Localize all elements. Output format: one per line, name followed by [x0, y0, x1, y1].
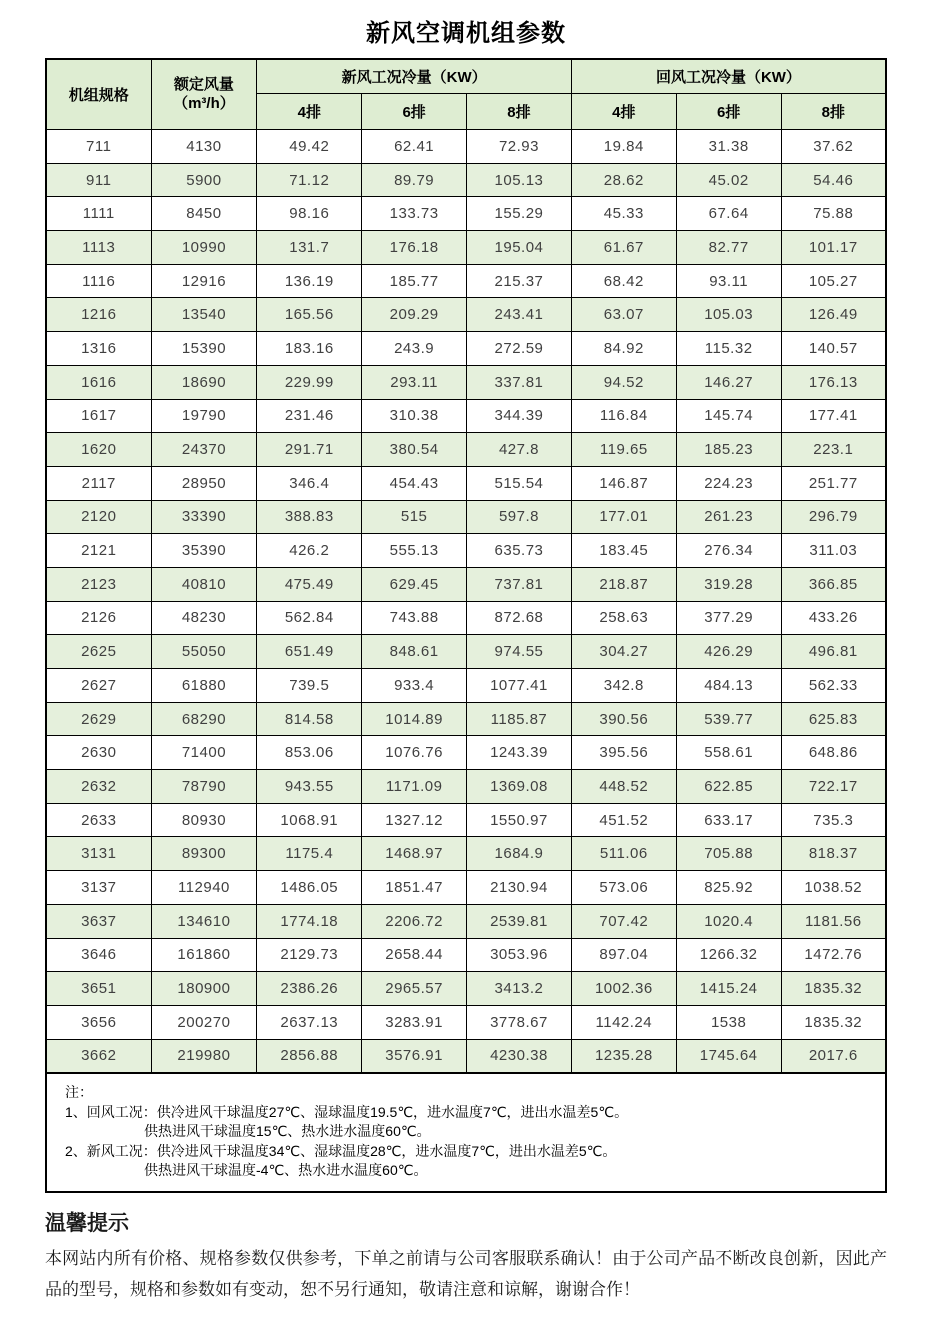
table-row — [46, 433, 886, 467]
table-row — [46, 635, 886, 669]
table-cell: 293.11 — [362, 365, 467, 399]
table-cell: 1774.18 — [257, 904, 362, 938]
table-cell: 219980 — [151, 1039, 257, 1073]
table-cell: 1266.32 — [676, 938, 781, 972]
table-row — [46, 669, 886, 703]
table-row — [46, 1005, 886, 1039]
table-cell: 71.12 — [257, 163, 362, 197]
table-cell: 2206.72 — [362, 904, 467, 938]
table-cell: 35390 — [151, 534, 257, 568]
table-cell: 454.43 — [362, 466, 467, 500]
table-row — [46, 163, 886, 197]
header-fresh-4rows: 4排 — [257, 94, 362, 130]
table-cell: 558.61 — [676, 736, 781, 770]
table-cell: 71400 — [151, 736, 257, 770]
table-cell: 1369.08 — [467, 770, 572, 804]
table-row — [46, 837, 886, 871]
table-cell: 93.11 — [676, 264, 781, 298]
table-cell: 911 — [46, 163, 151, 197]
table-cell: 943.55 — [257, 770, 362, 804]
table-cell: 2627 — [46, 669, 151, 703]
table-cell: 737.81 — [467, 567, 572, 601]
table-cell: 1111 — [46, 197, 151, 231]
table-cell: 1020.4 — [676, 904, 781, 938]
table-cell: 3778.67 — [467, 1005, 572, 1039]
table-cell: 597.8 — [467, 500, 572, 534]
header-return-6rows: 6排 — [676, 94, 781, 130]
table-cell: 2121 — [46, 534, 151, 568]
table-cell: 1113 — [46, 231, 151, 265]
table-cell: 80930 — [151, 803, 257, 837]
table-cell: 3131 — [46, 837, 151, 871]
header-unit-spec: 机组规格 — [46, 59, 151, 130]
table-cell: 2630 — [46, 736, 151, 770]
table-cell: 145.74 — [676, 399, 781, 433]
table-cell: 1216 — [46, 298, 151, 332]
table-cell: 1684.9 — [467, 837, 572, 871]
table-cell: 146.27 — [676, 365, 781, 399]
table-cell: 319.28 — [676, 567, 781, 601]
header-fresh-6rows: 6排 — [362, 94, 467, 130]
table-cell: 484.13 — [676, 669, 781, 703]
table-cell: 1181.56 — [781, 904, 886, 938]
table-cell: 451.52 — [571, 803, 676, 837]
table-row — [46, 264, 886, 298]
table-cell: 933.4 — [362, 669, 467, 703]
table-cell: 3137 — [46, 871, 151, 905]
table-cell: 231.46 — [257, 399, 362, 433]
table-cell: 251.77 — [781, 466, 886, 500]
table-cell: 19.84 — [571, 130, 676, 164]
header-rated-airflow-line2: （m³/h） — [173, 94, 235, 112]
table-cell: 1538 — [676, 1005, 781, 1039]
table-cell: 78790 — [151, 770, 257, 804]
table-cell: 1472.76 — [781, 938, 886, 972]
table-cell: 395.56 — [571, 736, 676, 770]
table-cell: 2539.81 — [467, 904, 572, 938]
table-cell: 388.83 — [257, 500, 362, 534]
table-cell: 1745.64 — [676, 1039, 781, 1073]
table-cell: 98.16 — [257, 197, 362, 231]
table-cell: 2017.6 — [781, 1039, 886, 1073]
table-cell: 185.77 — [362, 264, 467, 298]
table-cell: 496.81 — [781, 635, 886, 669]
table-cell: 1002.36 — [571, 972, 676, 1006]
header-rated-airflow — [151, 59, 257, 130]
table-row — [46, 197, 886, 231]
table-cell: 8450 — [151, 197, 257, 231]
table-cell: 433.26 — [781, 601, 886, 635]
table-cell: 739.5 — [257, 669, 362, 703]
header-return-air-group: 回风工况冷量（KW） — [571, 59, 886, 94]
table-cell: 853.06 — [257, 736, 362, 770]
table-cell: 54.46 — [781, 163, 886, 197]
table-row — [46, 702, 886, 736]
table-cell: 377.29 — [676, 601, 781, 635]
note-line-1-cont: 供热进风干球温度15℃、热水进水温度60℃。 — [144, 1123, 431, 1140]
table-cell: 13540 — [151, 298, 257, 332]
table-row — [46, 904, 886, 938]
table-cell: 515 — [362, 500, 467, 534]
table-cell: 1171.09 — [362, 770, 467, 804]
table-cell: 573.06 — [571, 871, 676, 905]
table-cell: 209.29 — [362, 298, 467, 332]
header-return-8rows: 8排 — [781, 94, 886, 130]
table-cell: 19790 — [151, 399, 257, 433]
table-cell: 2120 — [46, 500, 151, 534]
table-cell: 223.1 — [781, 433, 886, 467]
table-body — [46, 130, 886, 1074]
table-cell: 1235.28 — [571, 1039, 676, 1073]
header-fresh-8rows: 8排 — [467, 94, 572, 130]
table-cell: 814.58 — [257, 702, 362, 736]
table-cell: 105.03 — [676, 298, 781, 332]
table-cell: 224.23 — [676, 466, 781, 500]
table-cell: 625.83 — [781, 702, 886, 736]
table-cell: 258.63 — [571, 601, 676, 635]
table-row — [46, 567, 886, 601]
table-row — [46, 972, 886, 1006]
table-cell: 1851.47 — [362, 871, 467, 905]
table-row — [46, 130, 886, 164]
table-cell: 161860 — [151, 938, 257, 972]
table-cell: 743.88 — [362, 601, 467, 635]
table-cell: 68.42 — [571, 264, 676, 298]
table-cell: 15390 — [151, 332, 257, 366]
table-cell: 2129.73 — [257, 938, 362, 972]
table-cell: 1468.97 — [362, 837, 467, 871]
table-cell: 344.39 — [467, 399, 572, 433]
table-cell: 2123 — [46, 567, 151, 601]
table-cell: 735.3 — [781, 803, 886, 837]
table-cell: 722.17 — [781, 770, 886, 804]
table-cell: 12916 — [151, 264, 257, 298]
table-cell: 177.01 — [571, 500, 676, 534]
table-cell: 185.23 — [676, 433, 781, 467]
table-cell: 218.87 — [571, 567, 676, 601]
table-cell: 1415.24 — [676, 972, 781, 1006]
table-cell: 82.77 — [676, 231, 781, 265]
table-cell: 89.79 — [362, 163, 467, 197]
table-cell: 1014.89 — [362, 702, 467, 736]
table-cell: 3662 — [46, 1039, 151, 1073]
table-cell: 2130.94 — [467, 871, 572, 905]
table-cell: 94.52 — [571, 365, 676, 399]
table-row — [46, 1039, 886, 1073]
table-row — [46, 298, 886, 332]
table-cell: 84.92 — [571, 332, 676, 366]
header-rated-airflow-line1: 额定风量 — [173, 75, 234, 93]
table-cell: 63.07 — [571, 298, 676, 332]
table-cell: 390.56 — [571, 702, 676, 736]
table-cell: 61880 — [151, 669, 257, 703]
table-cell: 126.49 — [781, 298, 886, 332]
table-header — [46, 59, 886, 130]
table-cell: 112940 — [151, 871, 257, 905]
table-cell: 89300 — [151, 837, 257, 871]
table-cell: 45.02 — [676, 163, 781, 197]
table-cell: 380.54 — [362, 433, 467, 467]
table-cell: 974.55 — [467, 635, 572, 669]
table-cell: 562.33 — [781, 669, 886, 703]
table-cell: 1835.32 — [781, 972, 886, 1006]
table-cell: 296.79 — [781, 500, 886, 534]
table-cell: 215.37 — [467, 264, 572, 298]
table-cell: 4130 — [151, 130, 257, 164]
table-cell: 105.27 — [781, 264, 886, 298]
table-cell: 3651 — [46, 972, 151, 1006]
table-cell: 539.77 — [676, 702, 781, 736]
table-cell: 1617 — [46, 399, 151, 433]
table-cell: 2117 — [46, 466, 151, 500]
table-cell: 136.19 — [257, 264, 362, 298]
table-cell: 426.2 — [257, 534, 362, 568]
table-cell: 1486.05 — [257, 871, 362, 905]
table-cell: 261.23 — [676, 500, 781, 534]
table-cell: 511.06 — [571, 837, 676, 871]
table-cell: 131.7 — [257, 231, 362, 265]
table-cell: 1076.76 — [362, 736, 467, 770]
table-cell: 49.42 — [257, 130, 362, 164]
table-row — [46, 601, 886, 635]
table-cell: 342.8 — [571, 669, 676, 703]
table-cell: 707.42 — [571, 904, 676, 938]
table-cell: 555.13 — [362, 534, 467, 568]
table-cell: 272.59 — [467, 332, 572, 366]
table-row — [46, 534, 886, 568]
table-cell: 3413.2 — [467, 972, 572, 1006]
table-cell: 304.27 — [571, 635, 676, 669]
table-row — [46, 332, 886, 366]
table-cell: 28.62 — [571, 163, 676, 197]
table-cell: 55050 — [151, 635, 257, 669]
table-cell: 116.84 — [571, 399, 676, 433]
table-cell: 897.04 — [571, 938, 676, 972]
table-cell: 2637.13 — [257, 1005, 362, 1039]
table-row — [46, 365, 886, 399]
table-cell: 1327.12 — [362, 803, 467, 837]
table-cell: 475.49 — [257, 567, 362, 601]
table-cell: 1116 — [46, 264, 151, 298]
table-row — [46, 500, 886, 534]
table-cell: 177.41 — [781, 399, 886, 433]
table-cell: 243.9 — [362, 332, 467, 366]
table-cell: 37.62 — [781, 130, 886, 164]
table-cell: 448.52 — [571, 770, 676, 804]
table-cell: 146.87 — [571, 466, 676, 500]
table-cell: 1243.39 — [467, 736, 572, 770]
table-cell: 1175.4 — [257, 837, 362, 871]
table-cell: 2856.88 — [257, 1039, 362, 1073]
table-cell: 515.54 — [467, 466, 572, 500]
table-cell: 1620 — [46, 433, 151, 467]
table-cell: 1185.87 — [467, 702, 572, 736]
table-cell: 872.68 — [467, 601, 572, 635]
table-cell: 705.88 — [676, 837, 781, 871]
table-cell: 622.85 — [676, 770, 781, 804]
table-cell: 119.65 — [571, 433, 676, 467]
tips-title: 温馨提示 — [45, 1211, 129, 1235]
table-cell: 176.13 — [781, 365, 886, 399]
table-cell: 10990 — [151, 231, 257, 265]
table-cell: 2625 — [46, 635, 151, 669]
table-cell: 651.49 — [257, 635, 362, 669]
table-cell: 1142.24 — [571, 1005, 676, 1039]
table-cell: 3656 — [46, 1005, 151, 1039]
table-cell: 4230.38 — [467, 1039, 572, 1073]
table-cell: 133.73 — [362, 197, 467, 231]
table-cell: 48230 — [151, 601, 257, 635]
table-cell: 31.38 — [676, 130, 781, 164]
table-cell: 5900 — [151, 163, 257, 197]
table-cell: 33390 — [151, 500, 257, 534]
table-cell: 40810 — [151, 567, 257, 601]
table-cell: 633.17 — [676, 803, 781, 837]
table-cell: 134610 — [151, 904, 257, 938]
table-cell: 311.03 — [781, 534, 886, 568]
header-fresh-air-group: 新风工况冷量（KW） — [257, 59, 572, 94]
table-cell: 2965.57 — [362, 972, 467, 1006]
table-cell: 24370 — [151, 433, 257, 467]
table-cell: 61.67 — [571, 231, 676, 265]
table-cell: 140.57 — [781, 332, 886, 366]
table-cell: 818.37 — [781, 837, 886, 871]
table-cell: 3576.91 — [362, 1039, 467, 1073]
table-cell: 2126 — [46, 601, 151, 635]
table-row — [46, 803, 886, 837]
table-cell: 1835.32 — [781, 1005, 886, 1039]
page-title: 新风空调机组参数 — [366, 20, 566, 47]
table-cell: 45.33 — [571, 197, 676, 231]
table-cell: 310.38 — [362, 399, 467, 433]
note-line-2-cont: 供热进风干球温度-4℃、热水进水温度60℃。 — [144, 1162, 428, 1179]
header-return-4rows: 4排 — [571, 94, 676, 130]
table-cell: 243.41 — [467, 298, 572, 332]
notes-box — [45, 1074, 887, 1193]
table-cell: 180900 — [151, 972, 257, 1006]
notes-label: 注： — [65, 1084, 93, 1101]
table-row — [46, 871, 886, 905]
table-cell: 635.73 — [467, 534, 572, 568]
table-cell: 101.17 — [781, 231, 886, 265]
table-cell: 291.71 — [257, 433, 362, 467]
table-cell: 848.61 — [362, 635, 467, 669]
table-row — [46, 466, 886, 500]
header-row-groups — [46, 59, 886, 94]
table-cell: 165.56 — [257, 298, 362, 332]
table-cell: 155.29 — [467, 197, 572, 231]
table-cell: 28950 — [151, 466, 257, 500]
table-cell: 2632 — [46, 770, 151, 804]
table-cell: 366.85 — [781, 567, 886, 601]
table-cell: 67.64 — [676, 197, 781, 231]
table-cell: 3053.96 — [467, 938, 572, 972]
table-row — [46, 938, 886, 972]
table-cell: 176.18 — [362, 231, 467, 265]
table-cell: 195.04 — [467, 231, 572, 265]
table-cell: 183.45 — [571, 534, 676, 568]
table-cell: 3283.91 — [362, 1005, 467, 1039]
table-cell: 1550.97 — [467, 803, 572, 837]
table-cell: 1616 — [46, 365, 151, 399]
table-cell: 2658.44 — [362, 938, 467, 972]
table-cell: 426.29 — [676, 635, 781, 669]
table-row — [46, 770, 886, 804]
table-cell: 1038.52 — [781, 871, 886, 905]
table-cell: 18690 — [151, 365, 257, 399]
table-cell: 1068.91 — [257, 803, 362, 837]
table-cell: 1077.41 — [467, 669, 572, 703]
parameters-table — [45, 58, 887, 1074]
table-cell: 562.84 — [257, 601, 362, 635]
table-cell: 2386.26 — [257, 972, 362, 1006]
table-cell: 825.92 — [676, 871, 781, 905]
tips-body: 本网站内所有价格、规格参数仅供参考，下单之前请与公司客服联系确认！由于公司产品不断改良创新，因此产品的型号，规格和参数如有变动，恕不另行通知，敬请注意和谅解，谢谢合作！ — [45, 1248, 887, 1299]
table-cell: 276.34 — [676, 534, 781, 568]
table-cell: 62.41 — [362, 130, 467, 164]
table-cell: 72.93 — [467, 130, 572, 164]
table-cell: 68290 — [151, 702, 257, 736]
table-cell: 229.99 — [257, 365, 362, 399]
table-cell: 346.4 — [257, 466, 362, 500]
table-cell: 337.81 — [467, 365, 572, 399]
table-cell: 3637 — [46, 904, 151, 938]
table-cell: 3646 — [46, 938, 151, 972]
table-cell: 2633 — [46, 803, 151, 837]
note-line-1: 1、回风工况：供冷进风干球温度27℃、湿球温度19.5℃，进水温度7℃，进出水温差5℃。 — [65, 1103, 629, 1120]
note-line-2: 2、新风工况：供冷进风干球温度34℃、湿球温度28℃，进水温度7℃，进出水温差5℃。 — [65, 1142, 617, 1159]
table-row — [46, 736, 886, 770]
table-cell: 1316 — [46, 332, 151, 366]
table-cell: 648.86 — [781, 736, 886, 770]
table-cell: 200270 — [151, 1005, 257, 1039]
table-cell: 105.13 — [467, 163, 572, 197]
table-row — [46, 231, 886, 265]
table-cell: 2629 — [46, 702, 151, 736]
table-cell: 115.32 — [676, 332, 781, 366]
table-cell: 427.8 — [467, 433, 572, 467]
table-cell: 629.45 — [362, 567, 467, 601]
table-cell: 75.88 — [781, 197, 886, 231]
table-cell: 711 — [46, 130, 151, 164]
table-row — [46, 399, 886, 433]
table-cell: 183.16 — [257, 332, 362, 366]
